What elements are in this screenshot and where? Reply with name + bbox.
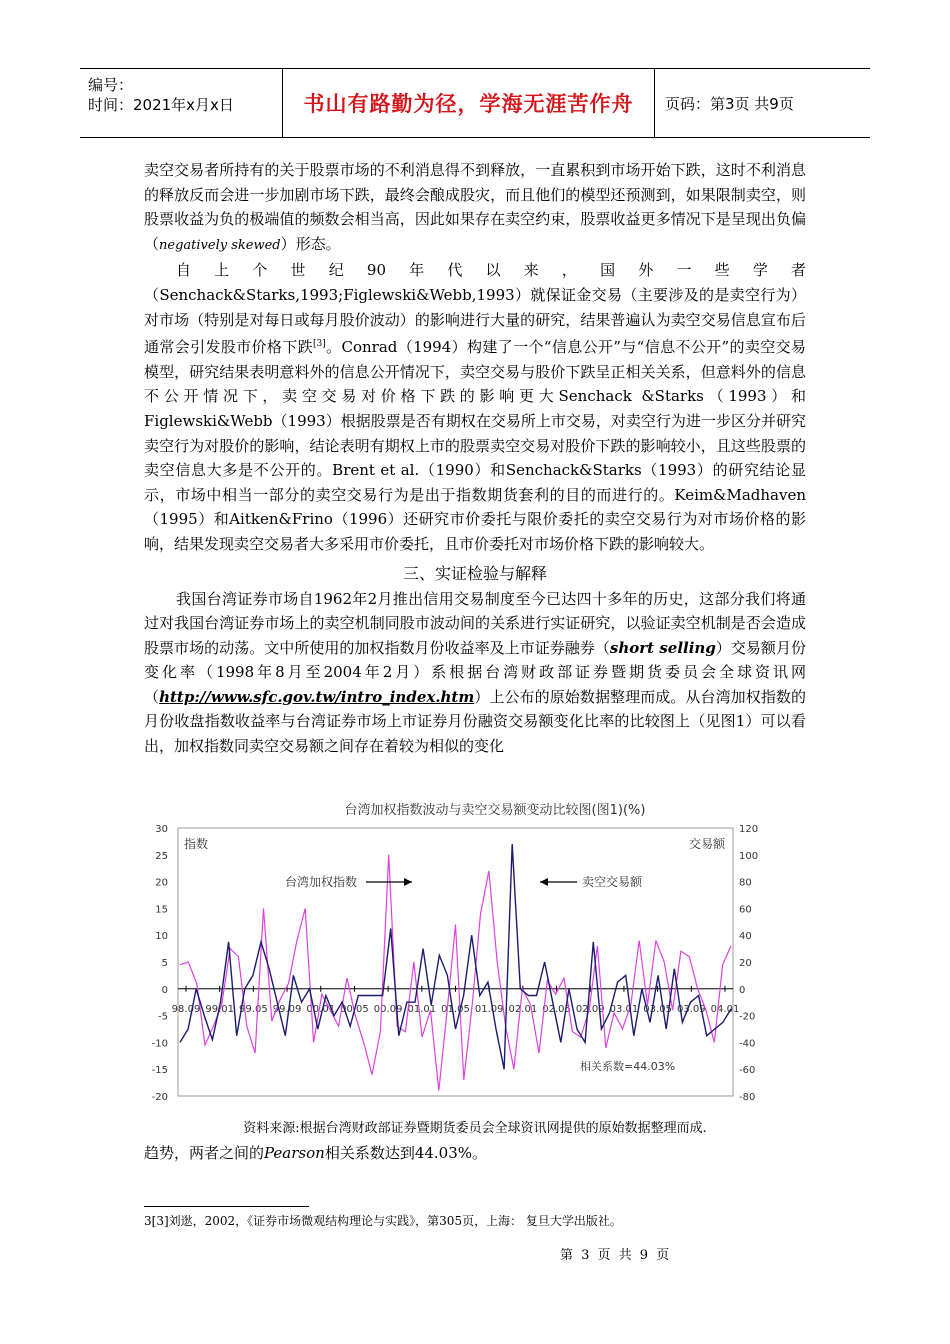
right-tick-label: -40 bbox=[739, 1038, 756, 1050]
left-tick-label: -5 bbox=[158, 1011, 168, 1023]
right-tick-label: 0 bbox=[739, 984, 746, 996]
x-tick-label: 00.01 bbox=[306, 1003, 336, 1015]
left-tick-label: 30 bbox=[155, 824, 168, 835]
right-tick-label: -80 bbox=[739, 1092, 756, 1103]
left-tick-label: 25 bbox=[155, 850, 168, 862]
sfc-link[interactable]: http://www.sfc.gov.tw/intro_index.htm bbox=[159, 687, 475, 706]
left-axis-label: 指数 bbox=[184, 837, 209, 851]
left-tick-label: -15 bbox=[151, 1065, 168, 1077]
paragraph-4: 趋势，两者之间的Pearson相关系数达到44.03%。 bbox=[144, 1144, 488, 1162]
left-tick-label: 5 bbox=[161, 958, 168, 969]
header-motto: 书山有路勤为径，学海无涯苦作舟 bbox=[283, 69, 655, 137]
header-page-label: 页码：第3页 共9页 bbox=[665, 94, 794, 113]
paragraph-2: （Senchack&Starks,1993;Figlewski&Webb,1993）就保证金交易（主要涉及的是卖空行为）对市场（特别是对每日或每月股价波动）的影响进行大量的研究，结果普遍认为卖空交易信息宣布后通常会引发股市价格下跌[3]。Conrad（1994）构建了一个“信息公开”与“信息不公开”的卖空交易模型，研究结果表明意料外的信息公开情况下，卖空交易与股价下跌呈正相关关系，但意料外的信息不公开情况下，卖空交易对价格下跌的影响更大Senchack &Starks（1993）和Figlewski&Webb（1993）根据股票是否有期权在交易所上市交易，对卖空行为进一步区分并研究卖空行为对股价的影响，结论表明有期权上市的股票卖空交易对股价下跌的影响较小，且这些股票的卖空信息大多是不公开的。Brent et al.（1990）和Senchack&Starks（1993）的研究结论显示，市场中相当一部分的卖空交易行为是出于指数期货套利的目的而进行的。Keim&Madhaven（1995）和Aitken&Frino（1996）还研究市价委托与限价委托的卖空交易行为对市场价格的影响，结果发现卖空交易者大多采用市价委托，且市价委托对市场价格下跌的影响较大。 bbox=[144, 285, 806, 553]
footnote: 3[3]刘逖，2002，《证券市场微观结构理论与实践》，第305页，上海： 复旦大学出版社。 bbox=[144, 1214, 622, 1228]
section-heading: 三、实证检验与解释 bbox=[402, 563, 547, 583]
x-tick-label: 01.01 bbox=[407, 1003, 437, 1015]
annotation-short: 卖空交易额 bbox=[582, 875, 643, 889]
right-axis-label: 交易额 bbox=[688, 837, 725, 851]
right-tick-label: -60 bbox=[739, 1065, 756, 1077]
right-tick-label: 40 bbox=[739, 931, 752, 943]
date-label: 时间：2021年x月x日 bbox=[88, 96, 234, 114]
plot-area bbox=[178, 828, 733, 1096]
paragraph-2-first-line: 自上个世纪90年代以来，国外一些学者 bbox=[176, 261, 806, 280]
left-tick-label: 15 bbox=[155, 904, 168, 916]
figure-1-chart bbox=[140, 798, 780, 1110]
page-footer: 第 3 页 共 9 页 bbox=[560, 1248, 672, 1263]
header-meta bbox=[80, 69, 283, 137]
x-tick-label: 03.09 bbox=[676, 1003, 706, 1015]
right-tick-label: -20 bbox=[739, 1011, 756, 1023]
left-tick-label: -20 bbox=[151, 1092, 168, 1103]
right-tick-label: 60 bbox=[739, 904, 752, 916]
annotation-index: 台湾加权指数 bbox=[285, 875, 358, 889]
left-tick-label: 0 bbox=[161, 984, 168, 996]
page-header bbox=[80, 68, 870, 138]
chart-title: 台湾加权指数波动与卖空交易额变动比较图(图1)(%) bbox=[344, 803, 646, 818]
paragraph-3: 我国台湾证券市场自1962年2月推出信用交易制度至今已达四十多年的历史，这部分我们将通过对我国台湾证券市场上的卖空机制同股市波动间的关系进行实证研究，以验证卖空机制是否会造成股票市场的动荡。文中所使用的加权指数月份收益率及上市证券融券（short selling）交易额月份变化率（1998年8月至2004年2月）系根据台湾财政部证券暨期货委员会全球资讯网（http://www.sfc.gov.tw/intro_index.htm）上公布的原始数据整理而成。从台湾加权指数的月份收盘指数收益率与台湾证券市场上市证券月份融资交易额变化比率的比较图上（见图1）可以看出，加权指数同卖空交易额之间存在着较为相似的变化 bbox=[144, 589, 806, 756]
x-tick-label: 01.05 bbox=[441, 1003, 470, 1015]
x-tick-label: 03.05 bbox=[643, 1003, 672, 1015]
x-tick-label: 01.09 bbox=[474, 1003, 504, 1015]
right-tick-label: 120 bbox=[739, 824, 759, 835]
x-tick-label: 04.01 bbox=[710, 1003, 740, 1015]
paragraph-1: 卖空交易者所持有的关于股票市场的不利消息得不到释放，一直累积到市场开始下跌，这时不利消息的释放反而会进一步加剧市场下跌，最终会酿成股灾，而且他们的模型还预测到，如果限制卖空，则股票收益为负的极端值的频数会相当高，因此如果存在卖空约束，股票收益更多情况下是呈现出负偏（negatively skewed）形态。 bbox=[144, 161, 806, 253]
x-tick-label: 03.01 bbox=[609, 1003, 639, 1015]
left-tick-label: 20 bbox=[155, 877, 168, 889]
x-tick-label: 00.05 bbox=[340, 1003, 369, 1015]
x-tick-label: 02.05 bbox=[542, 1003, 571, 1015]
left-axis-ticks bbox=[152, 824, 168, 1103]
left-tick-label: 10 bbox=[155, 931, 168, 943]
x-tick-label: 02.01 bbox=[508, 1003, 538, 1015]
footnote-separator bbox=[144, 1206, 309, 1207]
x-tick-label: 00.09 bbox=[373, 1003, 403, 1015]
x-tick-label: 98.09 bbox=[171, 1003, 201, 1015]
number-label: 编号： bbox=[88, 76, 134, 94]
chart-svg bbox=[140, 798, 780, 1110]
x-tick-label: 99.01 bbox=[205, 1003, 235, 1015]
x-tick-label: 99.09 bbox=[272, 1003, 302, 1015]
x-tick-label: 99.05 bbox=[239, 1003, 268, 1015]
left-tick-label: -10 bbox=[151, 1038, 168, 1050]
right-tick-label: 100 bbox=[739, 850, 759, 862]
right-axis-ticks bbox=[739, 824, 758, 1103]
right-tick-label: 20 bbox=[739, 958, 752, 969]
annotation-correlation: 相关系数=44.03% bbox=[580, 1060, 676, 1073]
figure-source-note: 资料来源:根据台湾财政部证券暨期货委员会全球资讯网提供的原始数据整理而成. bbox=[243, 1121, 707, 1136]
x-tick-label: 02.09 bbox=[575, 1003, 605, 1015]
body-text bbox=[144, 158, 806, 759]
right-tick-label: 80 bbox=[739, 877, 752, 889]
